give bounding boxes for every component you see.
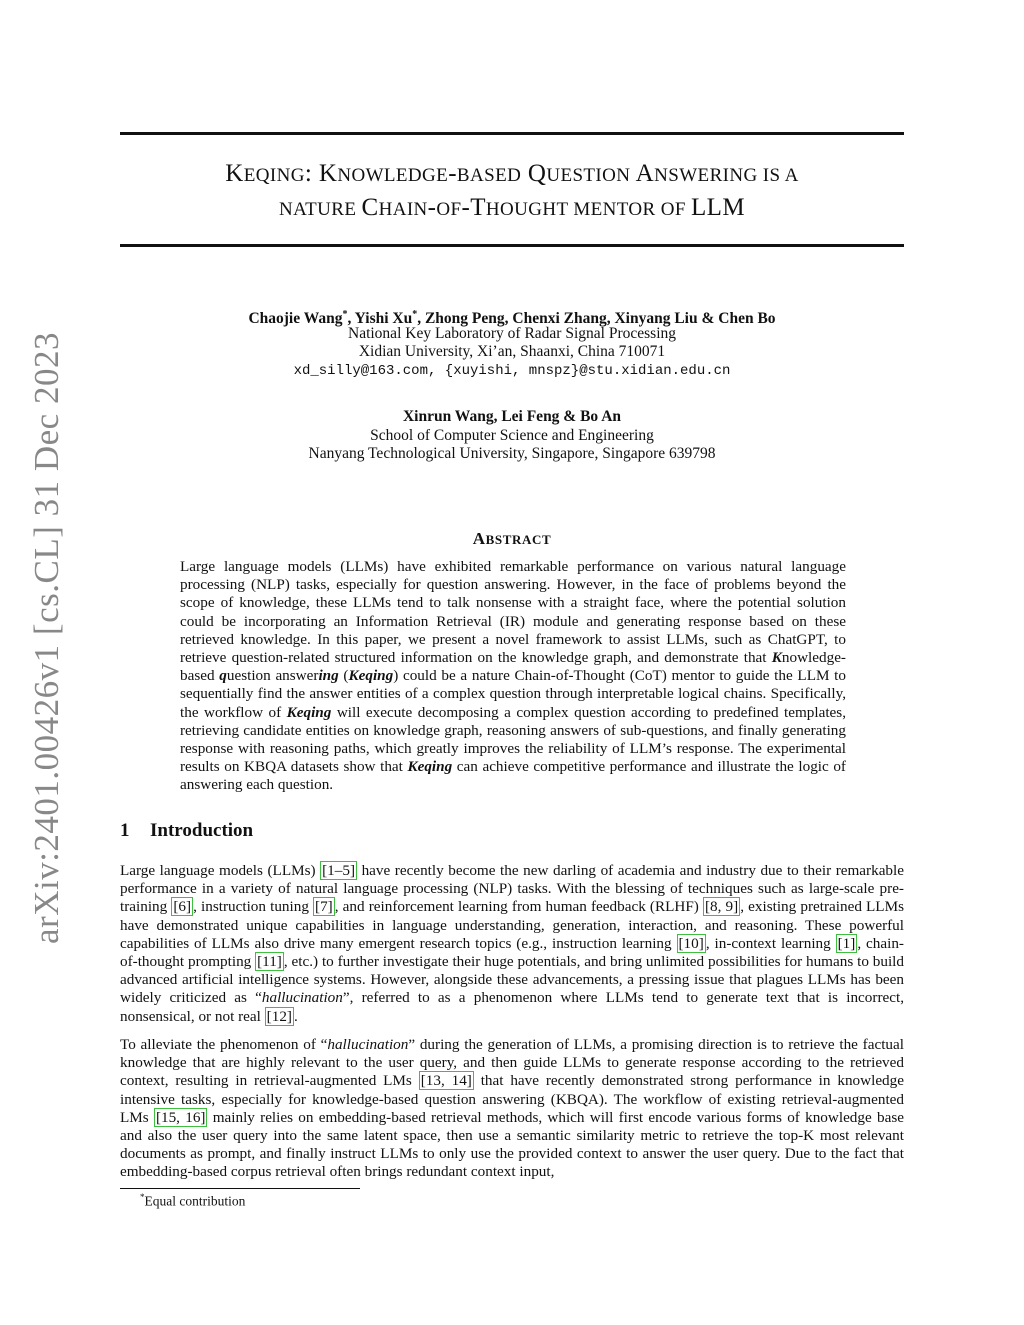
authors-group-1-affiliation-1: National Key Laboratory of Radar Signal Processing [348,325,676,342]
abstract-body: Large language models (LLMs) have exhibited remarkable performance on various natural language processing (NLP) tasks, especially for question answering. However, in the face of problems beyond the scope of knowledge, these LLMs tend to talk nonsense with a straight face, where the potential solution could be incorporating an Information Retrieval (IR) module and generating response based on these retrieved knowledge. In this paper, we present a novel framework to assist LLMs, such as ChatGPT, to retrieve question-related structured information on the knowledge graph, and demonstrate that Knowledge-based question answering (Keqing) could be a nature Chain-of-Thought (CoT) mentor to guide the LLM to sequentially find the answer entities of a complex question through interpretable logical chains. Specifically, the workflow of Keqing will execute decomposing a complex question according to predefined templates, retrieving candidate entities on knowledge graph, reasoning answers of sub-questions, and finally generating response with reasoning paths, which greatly improves the reliability of LLM’s response. The experimental results on KBQA datasets show that Keqing can achieve competitive performance and illustrate the logic of answering each question. [180,558,846,794]
citation-link[interactable]: [7] [315,898,333,916]
paper-title-line-1: KEQING: KNOWLEDGE-BASED QUESTION ANSWERING IS A [225,160,799,187]
citation-link[interactable]: [12] [266,1007,292,1025]
section-heading-introduction: 1 Introduction [120,820,254,841]
authors-group-1-email: xd_silly@163.com, {xuyishi, mnspz}@stu.xidian.edu.cn [293,363,731,379]
citation-link[interactable]: [8, 9] [704,898,739,916]
citation-link[interactable]: [15, 16] [155,1108,206,1126]
authors-group-2-affiliation-1: School of Computer Science and Engineering [370,427,654,444]
citation-link[interactable]: [6] [173,898,192,916]
introduction-paragraph-1: Large language models (LLMs) [1–5] have recently become the new darling of academia and industry due to their remarkable performance in a variety of natural language processing (NLP) tasks. With the blessing of techniques such as large-scale pre-training [6] , instruction tuning [7] , and reinforcement learning from human feedback (RLHF) [8, 9] , existing pretrained LLMs have demonstrated unique capabilities in language understanding, generation, interaction, and reasoning. These powerful capabilities of LLMs also drive many emergent research topics (e.g., instruction learning [10] , in-context learning [1] , chain-of-thought prompting [11] , etc.) to further investigate their huge potentials, and bring unlimited possibilities for humans to build advanced artificial intelligence systems. However, alongside these advancements, a pressing issue that plagues LLMs has been widely criticized as “hallucination”, referred to as a phenomenon where LLMs tend to generate text that is incorrect, nonsensical, or not real [12] . [120,862,905,1025]
authors-group-1-affiliation-2: Xidian University, Xi’an, Shaanxi, China 710071 [358,343,666,360]
authors-group-2-names: Xinrun Wang, Lei Feng & Bo An [402,408,622,425]
paper-title-line-2: NATURE CHAIN-OF-THOUGHT MENTOR OF LLM [279,194,745,221]
abstract-heading: ABSTRACT [472,529,552,548]
citation-link[interactable]: [11] [257,953,282,971]
authors-group-2-affiliation-2: Nanyang Technological University, Singapore, Singapore 639798 [308,445,716,462]
authors-group-1-names: Chaojie Wang*, Yishi Xu*, Zhong Peng, Chenxi Zhang, Xinyang Liu & Chen Bo [248,309,776,328]
title-bottom-rule [120,244,904,247]
citation-link[interactable]: [1] [837,934,856,952]
introduction-paragraph-2: To alleviate the phenomenon of “hallucination” during the generation of LLMs, a promising direction is to retrieve the factual knowledge that are highly relevant to the user query, and then guide LLMs to generate response according to the retrieved context, resulting in retrieval-augmented LMs [13, 14] that have recently demonstrated strong performance in knowledge intensive tasks, especially for knowledge-based question answering (KBQA). The workflow of existing retrieval-augmented LMs [15, 16] mainly relies on embedding-based retrieval methods, which will first encode various forms of knowledge base and also the user query into the same latent space, then use a semantic similarity metric to retrieve the top-K most relevant documents as prompt, and finally instruct LLMs to only use the provided context to answer the user query. Due to the fact that embedding-based corpus retrieval often brings redundant context input, [120,1036,904,1181]
title-top-rule [120,132,904,135]
footnote-equal-contribution: *Equal contribution [140,1192,246,1209]
citation-link[interactable]: [1–5] [322,862,356,879]
footnote-rule [120,1188,360,1189]
citation-link[interactable]: [10] [678,934,704,952]
citation-link[interactable]: [13, 14] [420,1072,472,1090]
arxiv-sidebar-identifier: arXiv:2401.00426v1 [cs.CL] 31 Dec 2023 [27,332,66,944]
